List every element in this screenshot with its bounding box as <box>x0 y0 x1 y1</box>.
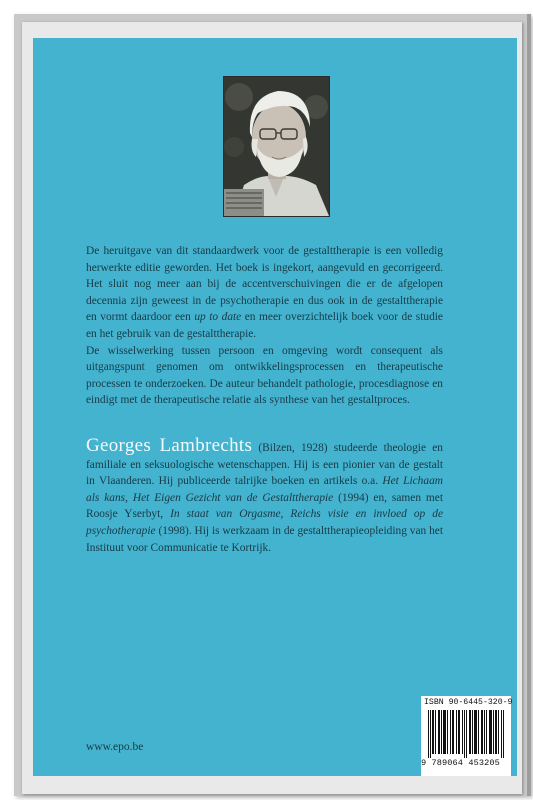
bio-text: (Bilzen, 1928) studeerde theologie en familiale en seksuologische wetenschappen. Hij is een pionier van de gestalt in Vlaanderen. Hij publiceerde talrijke boeken en artikels o.a. <box>86 442 443 488</box>
bio-text: , <box>125 491 133 504</box>
description-paragraph-2: De wisselwerking tussen persoon en omgeving wordt consequent als uitgangspunt genomen om ontwikkelingsprocessen en therapeutische processen te onderzoeken. De auteur behandelt pathologie, procesdiagnose en eindigt met de therapeutische relatie als synthese van het gestaltproces. <box>86 344 443 407</box>
book-title: Het Lichaam als kans <box>86 475 443 504</box>
bio-text: (1998). Hij is werkzaam in de gestalttherapieopleiding van het Instituut voor Communicatie te Kortrijk. <box>86 524 443 554</box>
publisher-website: www.epo.be <box>86 741 144 753</box>
isbn-barcode-box <box>421 696 511 776</box>
description-paragraph-1 <box>86 243 443 343</box>
author-photo <box>223 76 330 217</box>
author-name: Georges Lambrechts <box>86 435 253 456</box>
book-title: In staat van Orgasme, Reichs visie en invloed op de psychotherapie <box>86 508 444 537</box>
isbn-label: ISBN 90-6445-320-9 <box>424 698 513 707</box>
description-text: De heruitgave van dit standaardwerk voor de gestalttherapie is een volledig herwerkte editie geworden. Het boek is ingekort, aangevuld en gecorrigeerd. Het sluit nog meer aan bij de accentverschuivingen die er de afgelopen decennia zijn geweest in de psychotherapie en dus ook in de gestalttherapie en vormt daardoor een <box>86 245 443 324</box>
bio-text: (1994) en, samen met Roosje Yserbyt, <box>86 491 443 521</box>
book-description <box>86 243 443 409</box>
description-text: en meer overzichtelijk boek voor de studie en het gebruik van de gestalttherapie. <box>86 311 443 340</box>
barcode <box>426 710 506 758</box>
author-bio <box>86 435 444 556</box>
ean-number: 9 789064 453205 <box>421 758 500 768</box>
book-title: Het Eigen Gezicht van de Gestalttherapie <box>132 491 334 504</box>
description-emphasis: up to date <box>194 311 242 324</box>
